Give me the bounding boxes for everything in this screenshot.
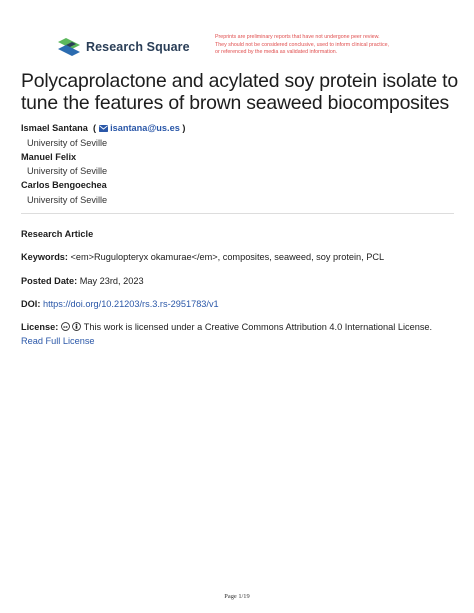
envelope-icon	[99, 125, 108, 132]
research-square-logo[interactable]	[58, 38, 190, 56]
doi-label: DOI:	[21, 299, 41, 309]
keywords-value: <em>Rugulopteryx okamurae</em>, composites, seaweed, soy protein, PCL	[70, 252, 385, 262]
author-name-text: Ismael Santana	[21, 123, 88, 133]
logo-text: Research Square	[86, 40, 190, 54]
title-line: Polycaprolactone and acylated soy protein isolate to	[21, 70, 458, 92]
author-affiliation: University of Seville	[27, 137, 108, 148]
posted-date-value: May 23rd, 2023	[79, 276, 144, 286]
page-number: Page 1/19	[224, 593, 250, 600]
author-affiliation: University of Seville	[27, 166, 108, 176]
author-affiliation: University of Seville	[27, 194, 108, 205]
preprint-disclaimer	[215, 34, 430, 57]
article-type-text: Research Article	[21, 229, 94, 239]
posted-date-label: Posted Date:	[21, 276, 78, 286]
doi-link[interactable]: https://doi.org/10.21203/rs.3.rs-2951783/v1	[42, 299, 219, 309]
disclaimer-line: Preprints are preliminary reports that have not undergone peer review.	[215, 34, 380, 40]
author-name: Ismael Santana ( isantana@us.es )	[21, 121, 451, 136]
keywords-label: Keywords:	[21, 252, 68, 262]
article-type	[21, 228, 461, 242]
license-label: License:	[21, 322, 59, 332]
read-full-license-link[interactable]: Read Full License	[21, 335, 95, 346]
author-list	[21, 121, 451, 207]
paper-title	[21, 70, 461, 114]
license-text: This work is licensed under a Creative Commons Attribution 4.0 International License.	[83, 322, 433, 332]
section-divider	[21, 213, 454, 214]
research-square-logo-icon	[58, 38, 80, 56]
author-name: Carlos Bengoechea	[21, 180, 107, 190]
author-email-link[interactable]: isantana@us.es	[110, 123, 180, 133]
title-line: tune the features of brown seaweed biocomposites	[21, 92, 450, 114]
creative-commons-icon[interactable]	[61, 322, 70, 331]
disclaimer-line: or referenced by the media as validated information.	[215, 49, 338, 56]
author-name: Manuel Felix	[21, 151, 77, 162]
doi-row	[21, 298, 461, 312]
keywords-row	[21, 251, 461, 265]
posted-date-row	[21, 275, 461, 289]
svg-text:cc: cc	[63, 324, 68, 329]
disclaimer-line: They should not be considered conclusive, used to inform clinical practice,	[215, 41, 390, 48]
attribution-icon[interactable]	[72, 322, 81, 331]
license-row	[21, 321, 461, 348]
page-header	[58, 34, 438, 64]
